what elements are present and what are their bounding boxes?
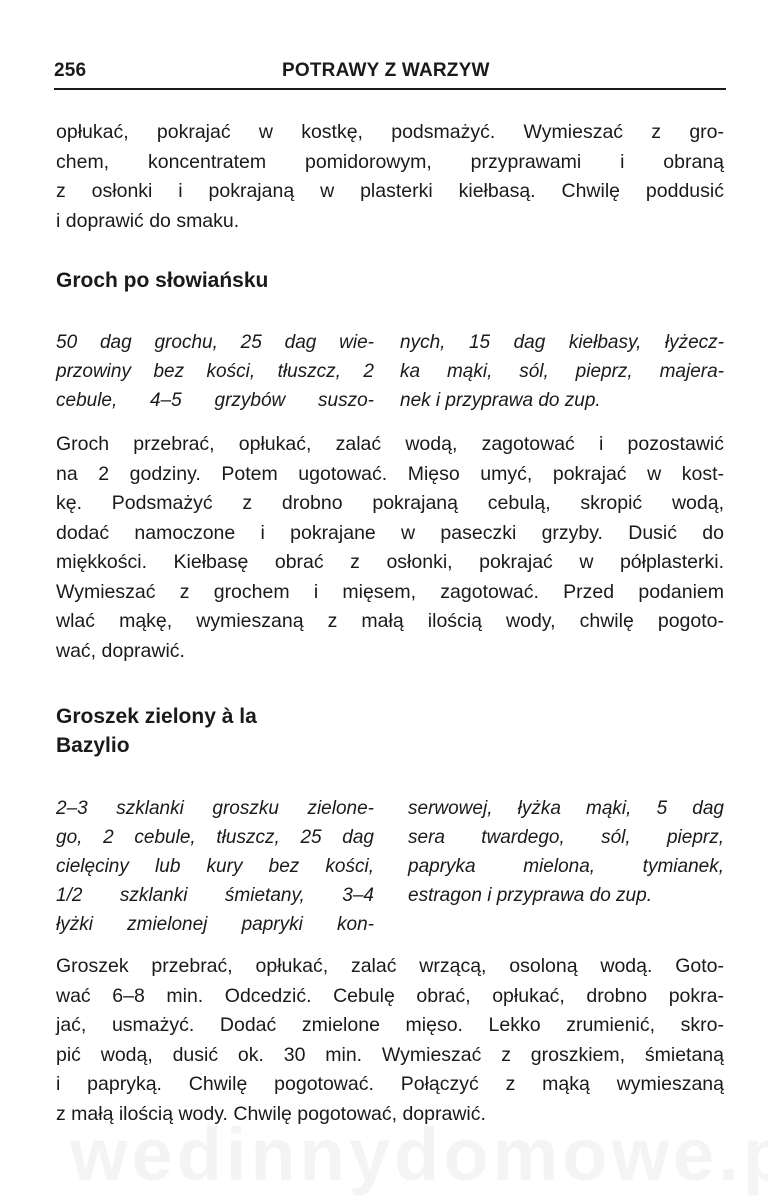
text-line: z osłonki i pokrajaną w plasterki kiełbasą. Chwilę poddusić [56, 180, 724, 202]
text-line: Groch przebrać, opłukać, zalać wodą, zagotować i pozostawić [56, 433, 724, 455]
ingredient-line: cebule, 4–5 grzybów suszo- [56, 390, 374, 411]
text-line: miękkości. Kiełbasę obrać z osłonki, pokrajać w półplasterki. [56, 551, 724, 573]
text-line: Wymieszać z grochem i mięsem, zagotować. Przed podaniem [56, 580, 724, 603]
ingredient-line: 2–3 szklanki groszku zielone- [56, 798, 374, 819]
ingredient-line: 50 dag grochu, 25 dag wie- [56, 332, 374, 353]
ingredient-line: estragon i przyprawa do zup. [408, 885, 652, 906]
ingredients-column-left [56, 328, 374, 415]
page-number: 256 [54, 60, 87, 81]
recipe-instructions [56, 430, 724, 666]
ingredient-line: 1/2 szklanki śmietany, 3–4 [56, 885, 374, 906]
ingredient-line: serwowej, łyżka mąki, 5 dag [408, 798, 724, 819]
text-line: wlać mąkę, wymieszaną z małą ilością wody, chwilę pogoto- [56, 610, 724, 632]
text-line: kę. Podsmażyć z drobno pokrajaną cebulą, skropić wodą, [56, 492, 724, 514]
text-line: Groszek przebrać, opłukać, zalać wrzącą, osoloną wodą. Goto- [56, 955, 724, 977]
ingredients-column-left [56, 794, 374, 939]
chapter-title: POTRAWY Z WARZYW [282, 60, 490, 81]
ingredient-line: sera twardego, sól, pieprz, [408, 827, 724, 848]
text-line: z małą ilością wody. Chwilę pogotować, doprawić. [56, 1102, 486, 1125]
recipe-title-line: Groch po słowiańsku [56, 269, 269, 292]
recipe-instructions [56, 952, 724, 1129]
recipe-title [56, 702, 257, 760]
text-line: dodać namoczone i pokrajane w paseczki grzyby. Dusić do [56, 521, 724, 544]
ingredients-list [56, 328, 726, 418]
text-line: jać, usmażyć. Dodać zmielone mięso. Lekko zrumienić, skro- [56, 1014, 724, 1036]
ingredient-line: cielęciny lub kury bez kości, [56, 856, 374, 877]
ingredient-line: nek i przyprawa do zup. [400, 390, 601, 411]
ingredients-list [56, 794, 726, 944]
ingredient-line: ka mąki, sól, pieprz, majera- [400, 361, 724, 382]
text-line: wać 6–8 min. Odcedzić. Cebulę obrać, opłukać, drobno pokra- [56, 984, 724, 1007]
text-line: na 2 godziny. Potem ugotować. Mięso umyć, pokrajać w kost- [56, 462, 724, 485]
recipe-title [56, 266, 268, 295]
ingredient-line: nych, 15 dag kiełbasy, łyżecz- [400, 332, 724, 353]
text-line: i papryką. Chwilę pogotować. Połączyć z mąką wymieszaną [56, 1073, 724, 1095]
ingredient-line: go, 2 cebule, tłuszcz, 25 dag [56, 827, 374, 848]
ingredient-line: przowiny bez kości, tłuszcz, 2 [56, 361, 374, 382]
ingredient-line: papryka mielona, tymianek, [408, 856, 724, 877]
text-line: pić wodą, dusić ok. 30 min. Wymieszać z groszkiem, śmietaną [56, 1043, 724, 1066]
text-line: chem, koncentratem pomidorowym, przyprawami i obraną [56, 150, 724, 173]
recipe-title-line: Bazylio [56, 734, 130, 757]
text-line: i doprawić do smaku. [56, 209, 240, 232]
watermark [70, 1112, 768, 1197]
recipe-title-line: Groszek zielony à la [56, 705, 257, 728]
text-line: wać, doprawić. [56, 639, 185, 662]
running-header [54, 58, 726, 90]
text-line: opłukać, pokrajać w kostkę, podsmażyć. Wymieszać z gro- [56, 121, 724, 143]
intro-paragraph [56, 118, 724, 236]
ingredients-column-right [400, 328, 724, 415]
ingredient-line: łyżki zmielonej papryki kon- [56, 914, 374, 935]
ingredients-column-right [408, 794, 724, 910]
